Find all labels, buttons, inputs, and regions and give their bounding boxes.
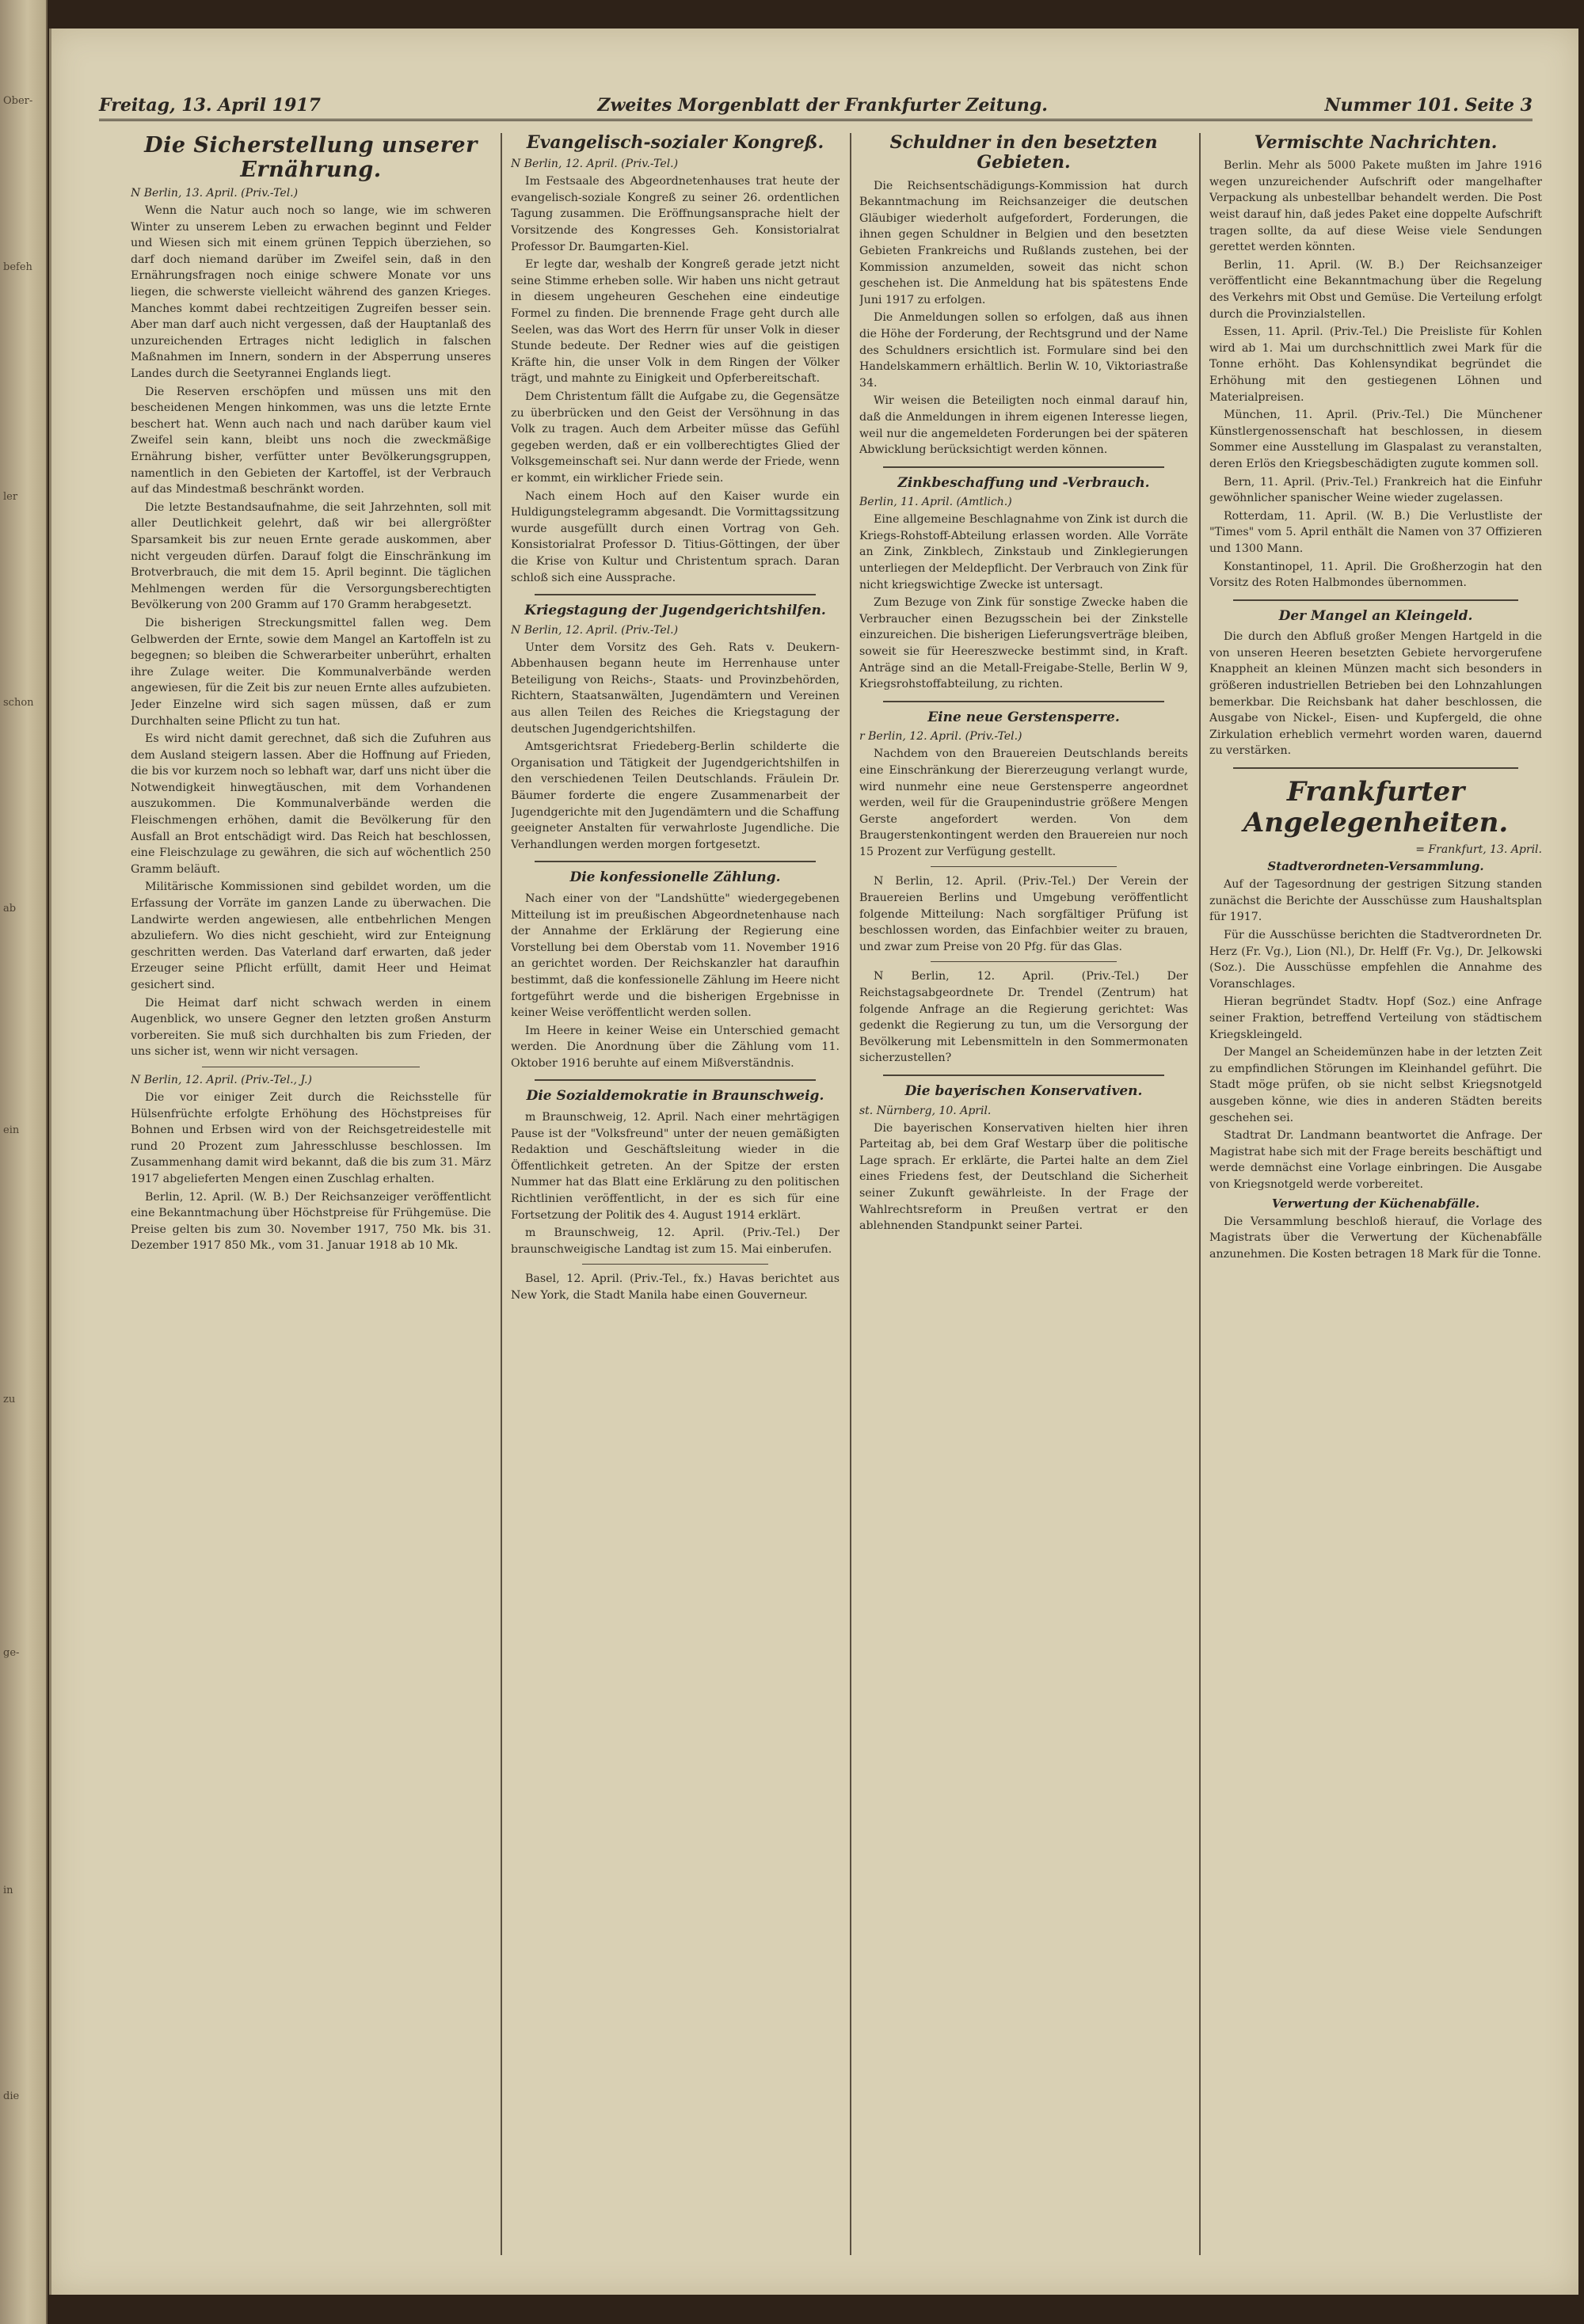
article-paragraph: Amtsgerichtsrat Friedeberg-Berlin schilderte die Organisation und Tätigkeit der Jugendgerichtshilfen in den verschiedenen Teilen Deutschlands. Fräulein Dr. Bäumer forderte die engere Zusammenarbeit der Jugendgerichte mit den Jugendämtern und die Schaffung geeigneter Anstalten für verwahrloste Jugendliche. Die Verhandlungen werden morgen fortgesetzt. xyxy=(511,740,840,851)
article-paragraph: Im Festsaale des Abgeordnetenhauses trat heute der evangelisch-soziale Kongreß zu seiner 26. ordentlichen Tagung zusammen. Die Eröffnungsansprache hielt der Vorsitzende des Kongresses Geh. Konsistorialrat Professor Dr. Baumgarten-Kiel. xyxy=(511,175,840,253)
article-paragraph: N Berlin, 12. April. (Priv.-Tel.) Der Verein der Brauereien Berlins und Umgebung veröffentlicht folgende Mitteilung: Nach sorgfältiger Prüfung ist beschlossen worden, das Einfachbier weiter zu brauen, und zwar zum Preise von 20 Pfg. für das Glas. xyxy=(859,875,1188,953)
article-paragraph: Die vor einiger Zeit durch die Reichsstelle für Hülsenfrüchte erfolgte Erhöhung des Höchstpreises für Bohnen und Erbsen wird von der Reichsgetreidestelle mit rund 20 Prozent zum Jahresschlusse beschlossen. Im Zusammenhang damit wird bekannt, daß die bis zum 31. März 1917 abgelieferten Mengen einen Zuschlag erhalten. xyxy=(131,1090,491,1185)
article-headline: Vermischte Nachrichten. xyxy=(1254,133,1498,153)
article-dateline: Berlin, 11. April. (Amtlich.) xyxy=(859,496,1012,509)
divider xyxy=(883,466,1164,468)
article-paragraph: Eine allgemeine Beschlagnahme von Zink ist durch die Kriegs-Rohstoff-Abteilung erlassen worden. Alle Vorräte an Zink, Zinkblech, Zinkstaub und Zinklegierungen unterliegen der Meldepflicht. Der Verbrauch von Zink für nicht kriegswichtige Zwecke ist untersagt. xyxy=(859,513,1188,591)
edge-fragment: die xyxy=(3,2090,20,2102)
article-headline: Eine neue Gerstensperre. xyxy=(927,709,1120,725)
article-paragraph: Essen, 11. April. (Priv.-Tel.) Die Preisliste für Kohlen wird ab 1. Mai um durchschnittlich zwei Mark für die Tonne erhöht. Das Kohlensyndikat begründet die Erhöhung mit den gestiegenen Löhnen und Materialpreisen. xyxy=(1209,325,1542,404)
article-headline: Schuldner in den besetzten Gebieten. xyxy=(889,133,1158,173)
masthead xyxy=(99,84,1533,121)
article-paragraph: Die Reserven erschöpfen und müssen uns mit den bescheidenen Mengen hinkommen, was uns die letzte Ernte beschert hat. Wenn auch nach und nach darüber kaum viel Zweifel sein kann, bleibt uns noch die zweckmäßige Ernährung bisher, verfütter unter Bevölkerungsgruppen, namentlich in den Gebieten der Kartoffel, ist der Verbrauch auf das Mindestmaß beschränkt worden. xyxy=(131,385,491,496)
divider xyxy=(535,861,816,862)
article-paragraph: Zum Bezuge von Zink für sonstige Zwecke haben die Verbraucher einen Bezugsschein bei der Zinkstelle einzureichen. Die bisherigen Lieferungsverträge bleiben, soweit sie für Heereszwecke bestimmt sind, in Kraft. Anträge sind an die Metall-Freigabe-Stelle, Berlin W 9, Kriegsrohstoffabteilung, zu richten. xyxy=(859,596,1188,691)
divider xyxy=(535,594,816,595)
article-paragraph: Die bayerischen Konservativen hielten hier ihren Parteitag ab, bei dem Graf Westarp über die politische Lage sprach. Er erklärte, die Partei halte an dem Ziel eines Friedens fest, der Deutschland die Sicherheit seiner Zukunft gewährleiste. In der Frage der Wahlrechtsreform in Preußen vertrat er den ablehnenden Standpunkt seiner Partei. xyxy=(859,1121,1188,1233)
article-paragraph: Militärische Kommissionen sind gebildet worden, um die Erfassung der Vorräte im ganzen Lande zu überwachen. Die Landwirte werden angewiesen, alle entbehrlichen Mengen abzuliefern. Wo dies nicht geschieht, wird zur Enteignung geschritten werden. Das Vaterland darf erwarten, daß jeder Erzeuger seine Pflicht erfüllt, damit Heer und Heimat gesichert sind. xyxy=(131,881,491,991)
article-subhead: Verwertung der Küchenabfälle. xyxy=(1271,1196,1480,1211)
column-rule xyxy=(1199,133,1201,2255)
article-paragraph: Wir weisen die Beteiligten noch einmal darauf hin, daß die Anmeldungen in ihrem eigenen Interesse liegen, weil nur die angemeldeten Forderungen bei der späteren Abwicklung berücksichtigt werden können. xyxy=(859,394,1188,457)
divider xyxy=(883,701,1164,702)
article-headline: Die bayerischen Konservativen. xyxy=(904,1083,1143,1099)
article-headline: Die Sozialdemokratie in Braunschweig. xyxy=(526,1088,824,1105)
article-paragraph: Die bisherigen Streckungsmittel fallen weg. Dem Gelbwerden der Ernte, sowie dem Mangel an Kartoffeln ist zu begegnen; so bleiben die Schwerarbeiter unberührt, erhalten ihre Zulage weiter. Die Kommunalverbände werden angewiesen, für die Zeit bis zur neuen Ernte alles aufzubieten. Jeder Einzelne wird sich sagen müssen, daß er zum Durchhalten seine Pflicht zu tun hat. xyxy=(131,616,491,728)
article-paragraph: Die Heimat darf nicht schwach werden in einem Augenblick, wo unsere Gegner den letzten großen Ansturm vorbereiten. Sie muß sich durchhalten bis zum Frieden, der uns sicher ist, wenn wir nicht versagen. xyxy=(131,996,491,1059)
article-dateline: N Berlin, 12. April. (Priv.-Tel.) xyxy=(511,158,679,171)
column-1 xyxy=(131,133,491,2271)
edge-fragment: zu xyxy=(3,1394,16,1405)
column-3 xyxy=(859,133,1188,2271)
article-paragraph: Nachdem von den Brauereien Deutschlands bereits eine Einschränkung der Biererzeugung verlangt wurde, wird nunmehr eine neue Gerstensperre angeordnet werden, weil für die Graupenindustrie größere Mengen Gerste angefordert werden. Von dem Braugerstenkontingent werden den Brauereien nur noch 15 Prozent zur Verfügung gestellt. xyxy=(859,747,1188,858)
article-paragraph: Berlin. Mehr als 5000 Pakete mußten im Jahre 1916 wegen unzureichender Aufschrift oder mangelhafter Verpackung als unbestellbar behandelt werden. Die Post weist darauf hin, daß jedes Paket eine doppelte Aufschrift tragen sollte, da auf diese Weise viele Sendungen gerettet werden könnten. xyxy=(1209,159,1542,254)
article-paragraph: Berlin, 12. April. (W. B.) Der Reichsanzeiger veröffentlicht eine Bekanntmachung über Höchstpreise für Frühgemüse. Die Preise gelten bis zum 30. November 1917, 750 Mk. bis 31. Dezember 1917 850 Mk., vom 31. Januar 1918 ab 10 Mk. xyxy=(131,1190,491,1253)
article-dateline: N Berlin, 12. April. (Priv.-Tel.) xyxy=(511,623,679,637)
article-paragraph: m Braunschweig, 12. April. Nach einer mehrtägigen Pause ist der "Volksfreund" unter der neuen gemäßigten Redaktion und Geschäftsleitung wieder in die Öffentlichkeit getreten. An der Spitze der ersten Nummer hat das Blatt eine Erklärung zu den politischen Richtlinien veröffentlicht, in der es sich für eine Fortsetzung der Politik des 4. August 1914 erklärt. xyxy=(511,1111,840,1222)
article-subhead: Stadtverordneten-Versammlung. xyxy=(1267,859,1484,874)
divider xyxy=(931,961,1117,962)
column-rule xyxy=(501,133,502,2255)
article-paragraph: Für die Ausschüsse berichten die Stadtverordneten Dr. Herz (Fr. Vg.), Lion (Nl.), Dr. Helff (Fr. Vg.), Dr. Jelkowski (Soz.). Die Ausschüsse empfehlen die Annahme des Voranschlages. xyxy=(1209,929,1542,991)
article-paragraph: Der Mangel an Scheidemünzen habe in der letzten Zeit zu empfindlichen Störungen im Kleinhandel geführt. Die Stadt möge prüfen, ob sie nicht selbst Kriegsnotgeld ausgeben könne, wie dies in anderen Städten bereits geschehen sei. xyxy=(1209,1046,1542,1124)
article-headline: Der Mangel an Kleingeld. xyxy=(1278,607,1473,624)
divider xyxy=(883,1075,1164,1076)
article-dateline: N Berlin, 12. April. (Priv.-Tel., J.) xyxy=(131,1073,312,1086)
edge-fragment: ge- xyxy=(3,1647,20,1659)
article-paragraph: Auf der Tagesordnung der gestrigen Sitzung standen zunächst die Berichte der Ausschüsse zum Haushaltsplan für 1917. xyxy=(1209,878,1542,924)
newspaper-sheet xyxy=(49,29,1578,2295)
bound-page-edge xyxy=(0,0,48,2324)
column-4 xyxy=(1209,133,1542,2271)
article-paragraph: m Braunschweig, 12. April. (Priv.-Tel.) Der braunschweigische Landtag ist zum 15. Mai einberufen. xyxy=(511,1227,840,1256)
article-paragraph: Wenn die Natur auch noch so lange, wie im schweren Winter zu unserem Leben zu erwachen beginnt und Felder und Wiesen sich mit einem grünen Teppich überziehen, so darf doch niemand darüber im Zweifel sein, daß in den Ernährungsfragen noch einige schwere Monate vor uns liegen, die schwerste vielleicht während des ganzen Krieges. Manches kommt dabei rechtzeitigen Zugreifen besser sein. Aber man darf auch nicht vergessen, daß der Hauptanlaß des unzureichenden Ertrages nicht lediglich in falschen Maßnahmen im Innern, sondern in der Absperrung unseres Landes durch die Seetyrannei Englands liegt. xyxy=(131,204,491,381)
article-paragraph: Dem Christentum fällt die Aufgabe zu, die Gegensätze zu überbrücken und den Geist der Versöhnung in das Volk zu tragen. Auch dem Arbeiter müsse das Gefühl gegeben werden, daß er ein vollberechtigtes Glied der Volksgemeinschaft sei. Nur dann werde der Friede, wenn er kommt, ein wirklicher Friede sein. xyxy=(511,390,840,485)
divider xyxy=(582,1264,768,1265)
article-paragraph: München, 11. April. (Priv.-Tel.) Die Münchener Künstlergenossenschaft hat beschlossen, in diesem Sommer eine Ausstellung im Glaspalast zu veranstalten, deren Erlös den Kriegsbeschädigten zugute kommen soll. xyxy=(1209,409,1542,470)
article-paragraph: Bern, 11. April. (Priv.-Tel.) Frankreich hat die Einfuhr gewöhnlicher spanischer Weine wieder zugelassen. xyxy=(1209,475,1542,505)
article-dateline: st. Nürnberg, 10. April. xyxy=(859,1104,992,1117)
edge-fragment: ab xyxy=(3,903,17,915)
article-paragraph: Es wird nicht damit gerechnet, daß sich die Zufuhren aus dem Ausland steigern lassen. Aber die Hoffnung auf Frieden, die bis vor kurzem noch so lebhaft war, darf uns nicht über die Notwendigkeit hinwegtäuschen, mit dem Vorhandenen auszukommen. Die Kommunalverbände werden die Fleischmengen erhöhen, damit die Bevölkerung für den Ausfall an Brot entschädigt wird. Das Reich hat beschlossen, eine Fleischzulage zu gewähren, die sich auf wöchentlich 250 Gramm beläuft. xyxy=(131,732,491,876)
article-paragraph: Unter dem Vorsitz des Geh. Rats v. Deukern-Abbenhausen begann heute im Herrenhause unter Beteiligung von Reichs-, Staats- und Provinzbehörden, Richtern, Staatsanwälten, Jugendämtern und Vereinen aus allen Teilen des Reiches die Kriegstagung der deutschen Jugendgerichtshilfen. xyxy=(511,641,840,736)
divider xyxy=(1233,767,1518,769)
article-headline: Zinkbeschaffung und -Verbrauch. xyxy=(897,474,1150,491)
article-dateline: r Berlin, 12. April. (Priv.-Tel.) xyxy=(859,730,1022,744)
article-dateline: N Berlin, 13. April. (Priv.-Tel.) xyxy=(131,187,299,200)
masthead-date: Freitag, 13. April 1917 xyxy=(99,95,321,116)
article-headline: Kriegstagung der Jugendgerichtshilfen. xyxy=(524,603,826,619)
divider xyxy=(1233,599,1518,601)
article-headline: Die konfessionelle Zählung. xyxy=(569,869,781,886)
masthead-edition: Zweites Morgenblatt der Frankfurter Zeitung. xyxy=(597,95,1048,116)
section-headline: Frankfurter Angelegenheiten. xyxy=(1243,776,1509,839)
edge-fragment: ler xyxy=(3,491,18,503)
article-paragraph: Konstantinopel, 11. April. Die Großherzogin hat den Vorsitz des Roten Halbmondes übernommen. xyxy=(1209,560,1542,590)
column-2 xyxy=(511,133,840,2271)
article-paragraph: Basel, 12. April. (Priv.-Tel., fx.) Havas berichtet aus New York, die Stadt Manila habe einen Gouverneur. xyxy=(511,1272,840,1302)
article-paragraph: Die letzte Bestandsaufnahme, die seit Jahrzehnten, soll mit aller Deutlichkeit gelehrt, daß wir bei allergrößter Sparsamkeit bis zur neuen Ernte gerade auskommen, aber nicht vergeuden dürfen. Darauf folgt die Einschränkung im Brotverbrauch, die mit dem 15. April beginnt. Die täglichen Mehlmengen werden für die Versorgungsberechtigten Bevölkerung von 200 Gramm auf 170 Gramm herabgesetzt. xyxy=(131,500,491,612)
article-headline: Die Sicherstellung unserer Ernährung. xyxy=(144,133,478,183)
column-rule xyxy=(850,133,851,2255)
article-dateline: = Frankfurt, 13. April. xyxy=(1415,843,1542,857)
edge-fragment: in xyxy=(3,1885,13,1896)
edge-fragment: befeh xyxy=(3,261,32,273)
article-paragraph: Stadtrat Dr. Landmann beantwortet die Anfrage. Der Magistrat habe sich mit der Frage bereits beschäftigt und werde demnächst eine Vorlage einbringen. Die Ausgabe von Kriegsnotgeld werde vorbereitet. xyxy=(1209,1129,1542,1191)
article-paragraph: Die Reichsentschädigungs-Kommission hat durch Bekanntmachung im Reichsanzeiger die deutschen Gläubiger wiederholt aufgefordert, Forderungen, die ihnen gegen Schuldner in Belgien und den besetzten Gebieten Frankreichs und Rußlands zustehen, bei der Kommission anzumelden, soweit das nicht schon geschehen ist. Die Anmeldung hat bis spätestens Ende Juni 1917 zu erfolgen. xyxy=(859,179,1188,306)
article-paragraph: Er legte dar, weshalb der Kongreß gerade jetzt nicht seine Stimme erheben solle. Wir haben uns nicht getraut in diesem ungeheuren Geschehen eine eindeutige Formel zu finden. Die brennende Frage geht durch alle Seelen, was das Wort des Herrn für unser Volk in dieser Stunde bedeute. Der Redner wies auf die geistigen Kräfte hin, die unser Volk in dem Ringen der Völker trägt, und mahnte zu Einigkeit und Opferbereitschaft. xyxy=(511,258,840,386)
article-headline: Evangelisch-sozialer Kongreß. xyxy=(526,133,824,153)
divider xyxy=(535,1079,816,1081)
edge-fragment: ein xyxy=(3,1124,20,1136)
divider xyxy=(931,866,1117,867)
article-paragraph: Hieran begründet Stadtv. Hopf (Soz.) eine Anfrage seiner Fraktion, betreffend Verteilung von städtischem Kriegskleingeld. xyxy=(1209,995,1542,1041)
article-paragraph: N Berlin, 12. April. (Priv.-Tel.) Der Reichstagsabgeordnete Dr. Trendel (Zentrum) hat folgende Anfrage an die Regierung gerichtet: Was gedenkt die Regierung zu tun, um die Versorgung der Bevölkerung mit Lebensmitteln in den Sommermonaten sicherzustellen? xyxy=(859,970,1188,1065)
article-paragraph: Die Anmeldungen sollen so erfolgen, daß aus ihnen die Höhe der Forderung, der Rechtsgrund und der Name des Schuldners ersichtlich ist. Formulare sind bei den Handelskammern erhältlich. Berlin W. 10, Viktoriastraße 34. xyxy=(859,311,1188,390)
article-paragraph: Rotterdam, 11. April. (W. B.) Die Verlustliste der "Times" vom 5. April enthält die Namen von 37 Offizieren und 1300 Mann. xyxy=(1209,509,1542,555)
edge-fragment: Ober- xyxy=(3,95,33,107)
article-paragraph: Berlin, 11. April. (W. B.) Der Reichsanzeiger veröffentlicht eine Bekanntmachung über die Regelung des Verkehrs mit Obst und Gemüse. Die Verteilung erfolgt durch die Provinzialstellen. xyxy=(1209,258,1542,321)
edge-fragment: schon xyxy=(3,697,34,709)
article-paragraph: Die durch den Abfluß großer Mengen Hartgeld in die von unseren Heeren besetzten Gebiete hervorgerufene Knappheit an kleinen Münzen macht sich besonders in größeren industriellen Betrieben bei den Lohnzahlungen bemerkbar. Die Reichsbank hat daher beschlossen, die Ausgabe von Nickel-, Eisen- und Kupfergeld, die ohne Zirkulation erheblich vermehrt worden waren, dauernd zu verstärken. xyxy=(1209,630,1542,758)
article-paragraph: Im Heere in keiner Weise ein Unterschied gemacht werden. Die Anordnung über die Zählung vom 11. Oktober 1916 beruhte auf einem Mißverständnis. xyxy=(511,1024,840,1070)
masthead-issue: Nummer 101. Seite 3 xyxy=(1324,95,1533,116)
article-paragraph: Die Versammlung beschloß hierauf, die Vorlage des Magistrats über die Verwertung der Küchenabfälle anzunehmen. Die Kosten betragen 18 Mark für die Tonne. xyxy=(1209,1215,1542,1261)
article-paragraph: Nach einem Hoch auf den Kaiser wurde ein Huldigungstelegramm abgesandt. Die Vormittagssitzung wurde ausgefüllt durch einen Vortrag von Geh. Konsistorialrat Professor D. Titius-Göttingen, der über die Krise von Kultur und Christentum sprach. Daran schloß sich eine Aussprache. xyxy=(511,489,840,584)
article-paragraph: Nach einer von der "Landshütte" wiedergegebenen Mitteilung ist im preußischen Abgeordnetenhause nach der Annahme der Erklärung der Regierung eine Vorstellung bei dem Oberstab vom 11. November 1916 an gerichtet worden. Der Reichskanzler hat daraufhin bestimmt, daß die konfessionelle Zählung im Heere nicht fortgeführt werde und die bisherigen Ergebnisse in keiner Weise veröffentlicht werden sollen. xyxy=(511,892,840,1020)
